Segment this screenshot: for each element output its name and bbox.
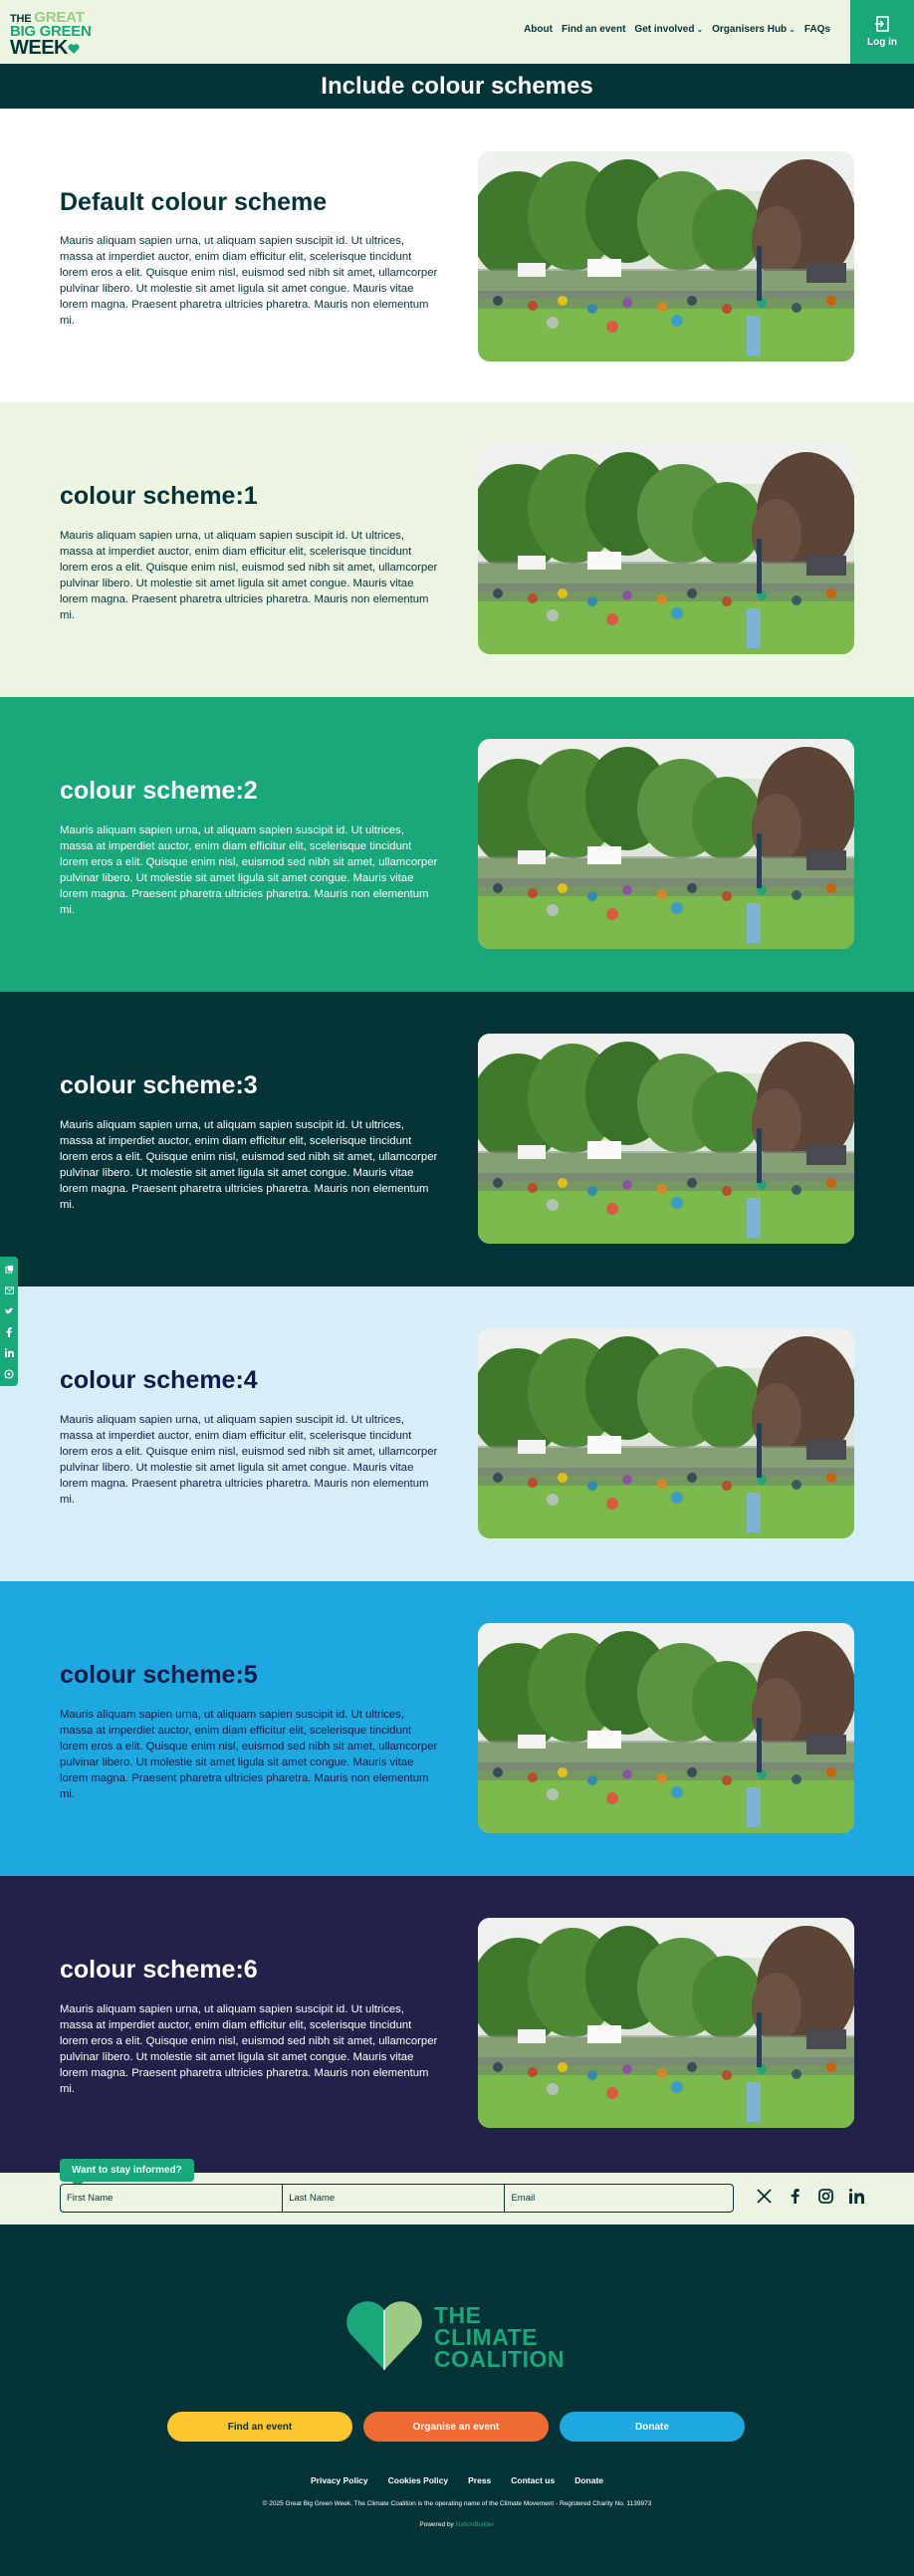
section-scheme-1	[0, 402, 914, 697]
section-text: Mauris aliquam sapien urna, ut aliquam sapien suscipit id. Ut ultrices, massa at imperdiet auctor, enim diam efficitur elit, scelerisque tincidunt lorem eros a elit. Quisque enim nisl, euismod sed nibh sit amet, ullamcorper pulvinar libero. Ut molestie sit amet ligula sit amet congue. Mauris vitae lorem magna. Praesent pharetra ultricies pharetra. Mauris non elementum mi.	[60, 824, 438, 916]
nav-faqs[interactable]: FAQs	[803, 24, 830, 35]
linkedin-icon[interactable]	[847, 2187, 865, 2205]
login-button[interactable]	[850, 0, 914, 64]
section-heading: Default colour scheme	[60, 188, 328, 216]
main-nav	[515, 24, 830, 35]
x-icon[interactable]	[755, 2187, 773, 2205]
chevron-down-icon: ⌄	[789, 25, 796, 34]
nationbuilder-link[interactable]: NationBuilder	[455, 2521, 495, 2528]
nav-organisers-hub[interactable]: Organisers Hub ⌄	[712, 24, 796, 35]
newsletter-signup	[0, 2165, 914, 2225]
section-scheme-4	[0, 1287, 914, 1581]
footer-cta-buttons	[167, 2412, 745, 2442]
instagram-icon[interactable]	[816, 2187, 834, 2205]
section-heading: colour scheme:6	[60, 1956, 258, 1984]
chevron-down-icon: ⌄	[696, 25, 704, 34]
privacy-policy-link[interactable]: Privacy Policy	[310, 2475, 368, 2485]
first-name-field[interactable]: First Name	[61, 2185, 283, 2212]
section-text: Mauris aliquam sapien urna, ut aliquam sapien suscipit id. Ut ultrices, massa at imperdiet auctor, enim diam efficitur elit, scelerisque tincidunt lorem eros a elit. Quisque enim nisl, euismod sed nibh sit amet, ullamcorper pulvinar libero. Ut molestie sit amet ligula sit amet congue. Mauris vitae lorem magna. Praesent pharetra ultricies pharetra. Mauris non elementum mi.	[60, 235, 438, 327]
section-scheme-3	[0, 992, 914, 1287]
twitter-icon[interactable]	[0, 1300, 18, 1321]
share-bar	[0, 1257, 18, 1386]
facebook-icon[interactable]	[786, 2187, 803, 2205]
great-big-green-week-logo[interactable]: THE GREAT BIG GREEN WEEK	[10, 9, 92, 59]
section-heading: colour scheme:3	[60, 1071, 258, 1099]
section-text: Mauris aliquam sapien urna, ut aliquam sapien suscipit id. Ut ultrices, massa at imperdiet auctor, enim diam efficitur elit, scelerisque tincidunt lorem eros a elit. Quisque enim nisl, euismod sed nibh sit amet, ullamcorper pulvinar libero. Ut molestie sit amet ligula sit amet congue. Mauris vitae lorem magna. Praesent pharetra ultricies pharetra. Mauris non elementum mi.	[60, 1119, 438, 1211]
event-crowd-photo	[478, 739, 854, 949]
heart-icon	[68, 43, 80, 55]
section-scheme-2	[0, 697, 914, 992]
section-heading: colour scheme:5	[60, 1661, 258, 1689]
section-scheme-5	[0, 1581, 914, 1876]
login-icon	[874, 16, 890, 32]
coalition-heart-icon	[344, 2296, 424, 2372]
copyright-text: © 2025 Great Big Green Week. The Climate Coalition is the operating name of the Climate Movement - Registered Charity No. 1139973	[262, 2500, 652, 2507]
footer-links	[0, 2475, 914, 2485]
section-heading: colour scheme:2	[60, 777, 258, 805]
event-crowd-photo	[478, 1623, 854, 1833]
facebook-icon[interactable]	[0, 1321, 18, 1342]
section-heading: colour scheme:1	[60, 482, 258, 510]
nav-find-an-event[interactable]: Find an event	[561, 24, 626, 35]
linkedin-icon[interactable]	[0, 1342, 18, 1363]
donate-button[interactable]: Donate	[560, 2412, 745, 2442]
whatsapp-icon[interactable]	[0, 1363, 18, 1384]
social-links	[755, 2187, 865, 2205]
find-event-button[interactable]: Find an event	[167, 2412, 352, 2442]
event-crowd-photo	[478, 1034, 854, 1244]
cookies-policy-link[interactable]: Cookies Policy	[387, 2475, 449, 2485]
press-link[interactable]: Press	[468, 2475, 492, 2485]
contact-us-link[interactable]: Contact us	[511, 2475, 556, 2485]
section-scheme-6	[0, 1876, 914, 2173]
site-header	[0, 0, 914, 64]
event-crowd-photo	[478, 151, 854, 361]
newsletter-form	[60, 2184, 734, 2213]
copy-icon[interactable]	[0, 1259, 18, 1280]
section-default-scheme	[0, 109, 914, 402]
organise-event-button[interactable]: Organise an event	[363, 2412, 549, 2442]
login-label: Log in	[867, 37, 897, 48]
email-icon[interactable]	[0, 1280, 18, 1300]
event-crowd-photo	[478, 1328, 854, 1538]
section-text: Mauris aliquam sapien urna, ut aliquam sapien suscipit id. Ut ultrices, massa at imperdiet auctor, enim diam efficitur elit, scelerisque tincidunt lorem eros a elit. Quisque enim nisl, euismod sed nibh sit amet, ullamcorper pulvinar libero. Ut molestie sit amet ligula sit amet congue. Mauris vitae lorem magna. Praesent pharetra ultricies pharetra. Mauris non elementum mi.	[60, 530, 438, 621]
page-title: Include colour schemes	[0, 64, 914, 109]
event-crowd-photo	[478, 1918, 854, 2128]
climate-coalition-logo[interactable]: THE CLIMATE COALITION	[344, 2296, 575, 2374]
site-footer	[0, 2225, 914, 2576]
newsletter-tag: Want to stay informed?	[60, 2159, 194, 2182]
section-text: Mauris aliquam sapien urna, ut aliquam sapien suscipit id. Ut ultrices, massa at imperdiet auctor, enim diam efficitur elit, scelerisque tincidunt lorem eros a elit. Quisque enim nisl, euismod sed nibh sit amet, ullamcorper pulvinar libero. Ut molestie sit amet ligula sit amet congue. Mauris vitae lorem magna. Praesent pharetra ultricies pharetra. Mauris non elementum mi.	[60, 1709, 438, 1800]
donate-link[interactable]: Donate	[574, 2475, 604, 2485]
section-heading: colour scheme:4	[60, 1366, 258, 1394]
section-text: Mauris aliquam sapien urna, ut aliquam sapien suscipit id. Ut ultrices, massa at imperdiet auctor, enim diam efficitur elit, scelerisque tincidunt lorem eros a elit. Quisque enim nisl, euismod sed nibh sit amet, ullamcorper pulvinar libero. Ut molestie sit amet ligula sit amet congue. Mauris vitae lorem magna. Praesent pharetra ultricies pharetra. Mauris non elementum mi.	[60, 2003, 438, 2095]
nav-about[interactable]: About	[524, 24, 553, 35]
nav-get-involved[interactable]: Get involved ⌄	[634, 24, 704, 35]
event-crowd-photo	[478, 444, 854, 654]
section-text: Mauris aliquam sapien urna, ut aliquam sapien suscipit id. Ut ultrices, massa at imperdiet auctor, enim diam efficitur elit, scelerisque tincidunt lorem eros a elit. Quisque enim nisl, euismod sed nibh sit amet, ullamcorper pulvinar libero. Ut molestie sit amet ligula sit amet congue. Mauris vitae lorem magna. Praesent pharetra ultricies pharetra. Mauris non elementum mi.	[60, 1414, 438, 1506]
powered-by: Powered by NationBuilder	[419, 2521, 495, 2528]
last-name-field[interactable]: Last Name	[283, 2185, 505, 2212]
email-field[interactable]: Email	[511, 2193, 536, 2204]
